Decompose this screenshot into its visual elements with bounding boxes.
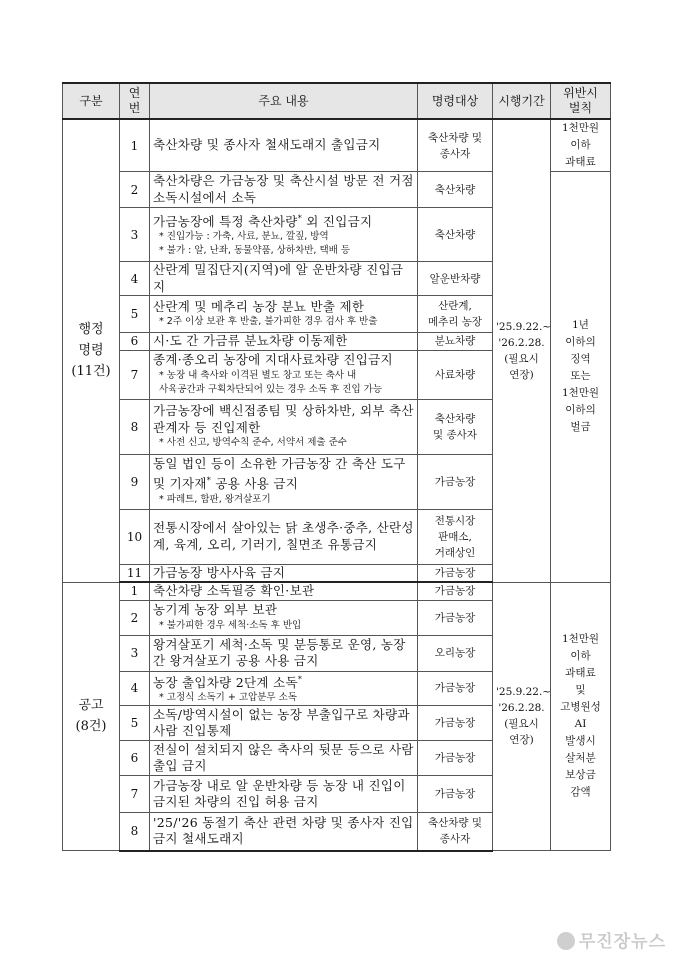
cell-line: 종사자: [439, 833, 471, 846]
penalty-notice-line: 발생시: [565, 735, 596, 748]
cell-line: 종사자: [439, 147, 471, 160]
cell-line: 산란계,: [438, 300, 472, 312]
cell-line: 및 종사자: [433, 428, 477, 441]
row-target: [418, 635, 493, 671]
row-content: [150, 296, 418, 333]
cell-line: 전통시장: [434, 514, 476, 527]
content-main: [153, 456, 414, 492]
row-number: 6: [120, 741, 150, 776]
row-content: [150, 635, 418, 671]
row-target: [418, 509, 493, 564]
header-target: 명령대상: [418, 83, 493, 119]
row-target: [418, 776, 493, 813]
content-note: * 진입가능 : 가축, 사료, 분뇨, 깔짚, 방역: [159, 231, 329, 243]
header-content: 주요 내용: [150, 83, 418, 119]
watermark-logo-icon: [557, 932, 575, 950]
row-number: 7: [120, 350, 150, 399]
penalty-prison-line: 징역: [570, 353, 591, 366]
row-target: [418, 333, 493, 351]
penalty-notice-line: 감액: [570, 786, 591, 799]
row-number: 8: [120, 399, 150, 454]
cell-line: (필요시: [504, 352, 539, 365]
header-penalty-line1: 위반시: [563, 86, 598, 100]
row-target: [418, 296, 493, 333]
row-target: [418, 813, 493, 851]
penalty-notice-line: 고병원성: [560, 701, 601, 714]
cell-line: 과태료: [565, 156, 596, 168]
content-main: [153, 403, 414, 436]
row-content: [150, 172, 418, 208]
content-main: [153, 583, 414, 600]
row-content: [150, 399, 418, 454]
row-content: [150, 741, 418, 776]
content-note: * 불가 : 알, 난좌, 동물약품, 상하차반, 택배 등: [159, 245, 351, 257]
row-content: [150, 333, 418, 351]
content-main: [153, 352, 414, 369]
penalty-notice-line: 이하: [570, 650, 591, 663]
cell-line: 연장): [509, 734, 534, 747]
content-main-text: 축산차량 소독필증 확인·보관: [153, 583, 315, 598]
row-target: [418, 564, 493, 582]
content-main: [153, 520, 414, 553]
cell-line: 알운반차량: [429, 272, 481, 285]
cell-line: 사료차량: [434, 368, 476, 381]
content-main: [153, 262, 414, 295]
cell-line: '25.9.22.~: [496, 686, 552, 699]
penalty-fine: [551, 119, 611, 172]
header-period: 시행기간: [493, 83, 551, 119]
content-footnote-mark: *: [206, 475, 212, 485]
row-number: 2: [120, 600, 150, 635]
penalty-prison-line: 1년: [572, 319, 589, 332]
table-body: [63, 119, 611, 851]
row-number: 9: [120, 454, 150, 509]
row-target: [418, 582, 493, 600]
content-main-tail: 외 진입금지: [302, 213, 373, 229]
content-main-text: 시·도 간 가금류 분뇨차량 이동제한: [153, 333, 348, 348]
penalty-notice-line: AI: [574, 718, 587, 731]
content-note: 사육공간과 구획차단되어 있는 경우 소독 후 진입 가능: [159, 383, 383, 395]
content-main: [153, 333, 414, 350]
content-note: * 불가피한 경우 세척·소독 후 반입: [159, 619, 302, 631]
cell-line: 축산차량: [434, 228, 476, 241]
penalty-notice-line: 살처분: [565, 752, 596, 765]
cell-line: 분뇨차량: [434, 335, 476, 348]
penalty-notice-line: 과태료: [565, 667, 596, 680]
row-target: [418, 208, 493, 262]
content-note: * 파레트, 합판, 왕겨살포기: [159, 493, 271, 505]
cell-line: 가금농장: [434, 566, 476, 579]
row-number: 3: [120, 208, 150, 262]
cell-line: 행정: [78, 322, 104, 338]
content-main-text: 축산차량은 가금농장 및 축산시설 방문 전 거점소독시설에서 소독: [153, 173, 414, 205]
cell-line: 이하: [570, 139, 591, 151]
row-content: [150, 350, 418, 399]
penalty-prison: [551, 172, 611, 583]
cell-line: 명령: [78, 343, 104, 359]
cell-line: '25.9.22.~: [496, 320, 552, 333]
row-number: 4: [120, 262, 150, 296]
content-main: [153, 815, 414, 848]
header-category: 구분: [63, 83, 120, 119]
content-main: [153, 173, 414, 206]
row-target: [418, 262, 493, 296]
content-main-text: 종계·종오리 농장에 지대사료차량 진입금지: [153, 352, 393, 368]
penalty-prison-line: 1천만원: [561, 387, 600, 400]
watermark: [557, 927, 666, 952]
cell-line: (8건): [75, 719, 107, 735]
cell-line: 거래상인: [434, 546, 476, 559]
row-number: 8: [120, 813, 150, 851]
row-content: [150, 582, 418, 600]
content-note: * 2주 이상 보관 후 반출, 불가피한 경우 검사 후 반출: [159, 316, 378, 328]
penalty-notice-line: 보상금: [565, 769, 596, 782]
table-header-row: [63, 83, 611, 119]
row-number: 7: [120, 776, 150, 813]
content-main-text: 전실이 설치되지 않은 축사의 뒷문 등으로 사람 출입 금지: [153, 741, 414, 774]
content-main: [153, 299, 414, 316]
row-target: [418, 706, 493, 741]
row-target: [418, 671, 493, 706]
penalty-prison-line: 이하의: [565, 336, 596, 349]
content-main: [153, 672, 414, 692]
row-target: [418, 350, 493, 399]
content-main: [153, 137, 414, 154]
content-note: * 고정식 소독기 + 고압분무 소독: [159, 692, 297, 704]
cell-line: 축산차량: [434, 183, 476, 196]
row-target: [418, 119, 493, 172]
cell-line: 가금농장: [434, 475, 476, 488]
cell-line: 가금농장: [434, 682, 476, 695]
period-admin: [493, 119, 551, 582]
content-main-text: 산란계 및 메추리 농장 분뇨 반출 제한: [153, 298, 365, 314]
content-main-text: 가금농장 내로 알 운반차량 등 농장 내 진입이 금지된 차량의 진입 허용 금지: [153, 777, 406, 810]
header-no: 연번: [120, 83, 150, 119]
cell-line: '26.2.28.: [498, 336, 545, 349]
content-footnote-mark: *: [297, 213, 302, 223]
row-number: 2: [120, 172, 150, 208]
content-main-text: 농장 출입차량 2단계 소독: [153, 674, 298, 690]
row-content: [150, 600, 418, 635]
row-number: 1: [120, 119, 150, 172]
cell-line: 공고: [78, 698, 104, 714]
content-main-text: 가금농장에 특정 축산차량: [153, 213, 298, 229]
penalty-notice-line: 및: [575, 684, 586, 697]
content-main: [153, 602, 414, 619]
content-main: [153, 637, 414, 670]
cell-line: 축산차량: [434, 412, 476, 425]
row-number: 5: [120, 296, 150, 333]
penalty-prison-line: 또는: [570, 370, 591, 383]
category-notice: [63, 582, 120, 851]
cell-line: 연장): [509, 368, 534, 381]
row-target: [418, 454, 493, 509]
content-main: [153, 211, 414, 231]
content-main-text: 가금농장 방사사육 금지: [153, 564, 286, 580]
cell-line: 축산차량 및: [427, 817, 483, 830]
content-main: [153, 565, 414, 582]
row-number: 6: [120, 333, 150, 351]
row-content: [150, 509, 418, 564]
watermark-text: 무진장뉴스: [578, 932, 666, 952]
penalty-notice: [551, 582, 611, 851]
row-content: [150, 813, 418, 851]
row-number: 11: [120, 564, 150, 582]
cell-line: 가금농장: [434, 788, 476, 801]
row-target: [418, 741, 493, 776]
cell-line: 판매소,: [438, 530, 472, 543]
cell-line: 메추리 농장: [427, 316, 483, 328]
content-main-text: 축산차량 및 종사자 철새도래지 출입금지: [153, 137, 381, 153]
cell-line: 가금농장: [434, 585, 476, 598]
row-number: 10: [120, 509, 150, 564]
content-footnote-mark: *: [297, 674, 303, 684]
table-row: [63, 119, 611, 172]
header-penalty-line2: 벌칙: [568, 101, 593, 115]
row-target: [418, 600, 493, 635]
penalty-prison-line: 이하의: [565, 404, 596, 417]
row-target: [418, 399, 493, 454]
content-note: * 농장 내 축사와 이격된 별도 창고 또는 축사 내: [159, 369, 357, 381]
cell-line: 축산차량 및: [427, 131, 483, 144]
row-content: [150, 706, 418, 741]
content-main-text: 소독/방역시설이 없는 농장 부출입구로 차량과 사람 진입통제: [153, 706, 410, 739]
content-main-text: 가금농장에 백신접종팀 및 상하차반, 외부 축산관계자 등 진입제한: [153, 403, 414, 435]
row-content: [150, 208, 418, 262]
cell-line: (필요시: [504, 718, 539, 731]
row-content: [150, 671, 418, 706]
penalty-prison-line: 벌금: [570, 421, 591, 434]
content-main-text: '25/'26 동절기 축산 관련 차량 및 종사자 진입 금지 철새도래지: [153, 814, 414, 847]
content-main-tail: 공용 사용 금지: [211, 476, 299, 492]
period-notice: [493, 582, 551, 851]
row-number: 1: [120, 582, 150, 600]
cell-line: (11건): [71, 364, 111, 380]
cell-line: 오리농장: [434, 647, 476, 659]
table-row: [63, 582, 611, 600]
category-admin: [63, 119, 120, 582]
content-main-text: 농기계 농장 외부 보관: [153, 602, 278, 618]
header-penalty: [551, 83, 611, 119]
row-content: [150, 262, 418, 296]
penalty-notice-line: 1천만원: [561, 633, 600, 646]
row-target: [418, 172, 493, 208]
cell-line: '26.2.28.: [498, 702, 545, 715]
cell-line: 가금농장: [434, 611, 476, 624]
row-content: [150, 564, 418, 582]
row-content: [150, 119, 418, 172]
cell-line: 가금농장: [434, 752, 476, 765]
row-number: 5: [120, 706, 150, 741]
content-main: [153, 778, 414, 811]
content-main-text: 동일 법인 등이 소유한 가금농장 간 축산 도구 및 기자재: [153, 456, 406, 492]
cell-line: 가금농장: [434, 717, 476, 730]
content-main: [153, 707, 414, 740]
content-main-text: 산란계 밀집단지(지역)에 알 운반차량 진입금지: [153, 262, 404, 294]
row-number: 4: [120, 671, 150, 706]
content-main-text: 왕겨살포기 세척·소독 및 분등통로 운영, 농장 간 왕겨살포기 공용 사용 금지: [153, 636, 406, 668]
content-main-text: 전통시장에서 살아있는 닭 초생추·중추, 산란성계, 육계, 오리, 기러기, 칠면조 유통금지: [153, 520, 414, 552]
quarantine-orders-table: [62, 82, 611, 852]
cell-line: 1천만원: [561, 122, 600, 134]
content-main: [153, 742, 414, 775]
row-content: [150, 776, 418, 813]
row-number: 3: [120, 635, 150, 671]
content-note: * 사전 신고, 방역수칙 준수, 서약서 제출 준수: [159, 437, 347, 448]
row-content: [150, 454, 418, 509]
